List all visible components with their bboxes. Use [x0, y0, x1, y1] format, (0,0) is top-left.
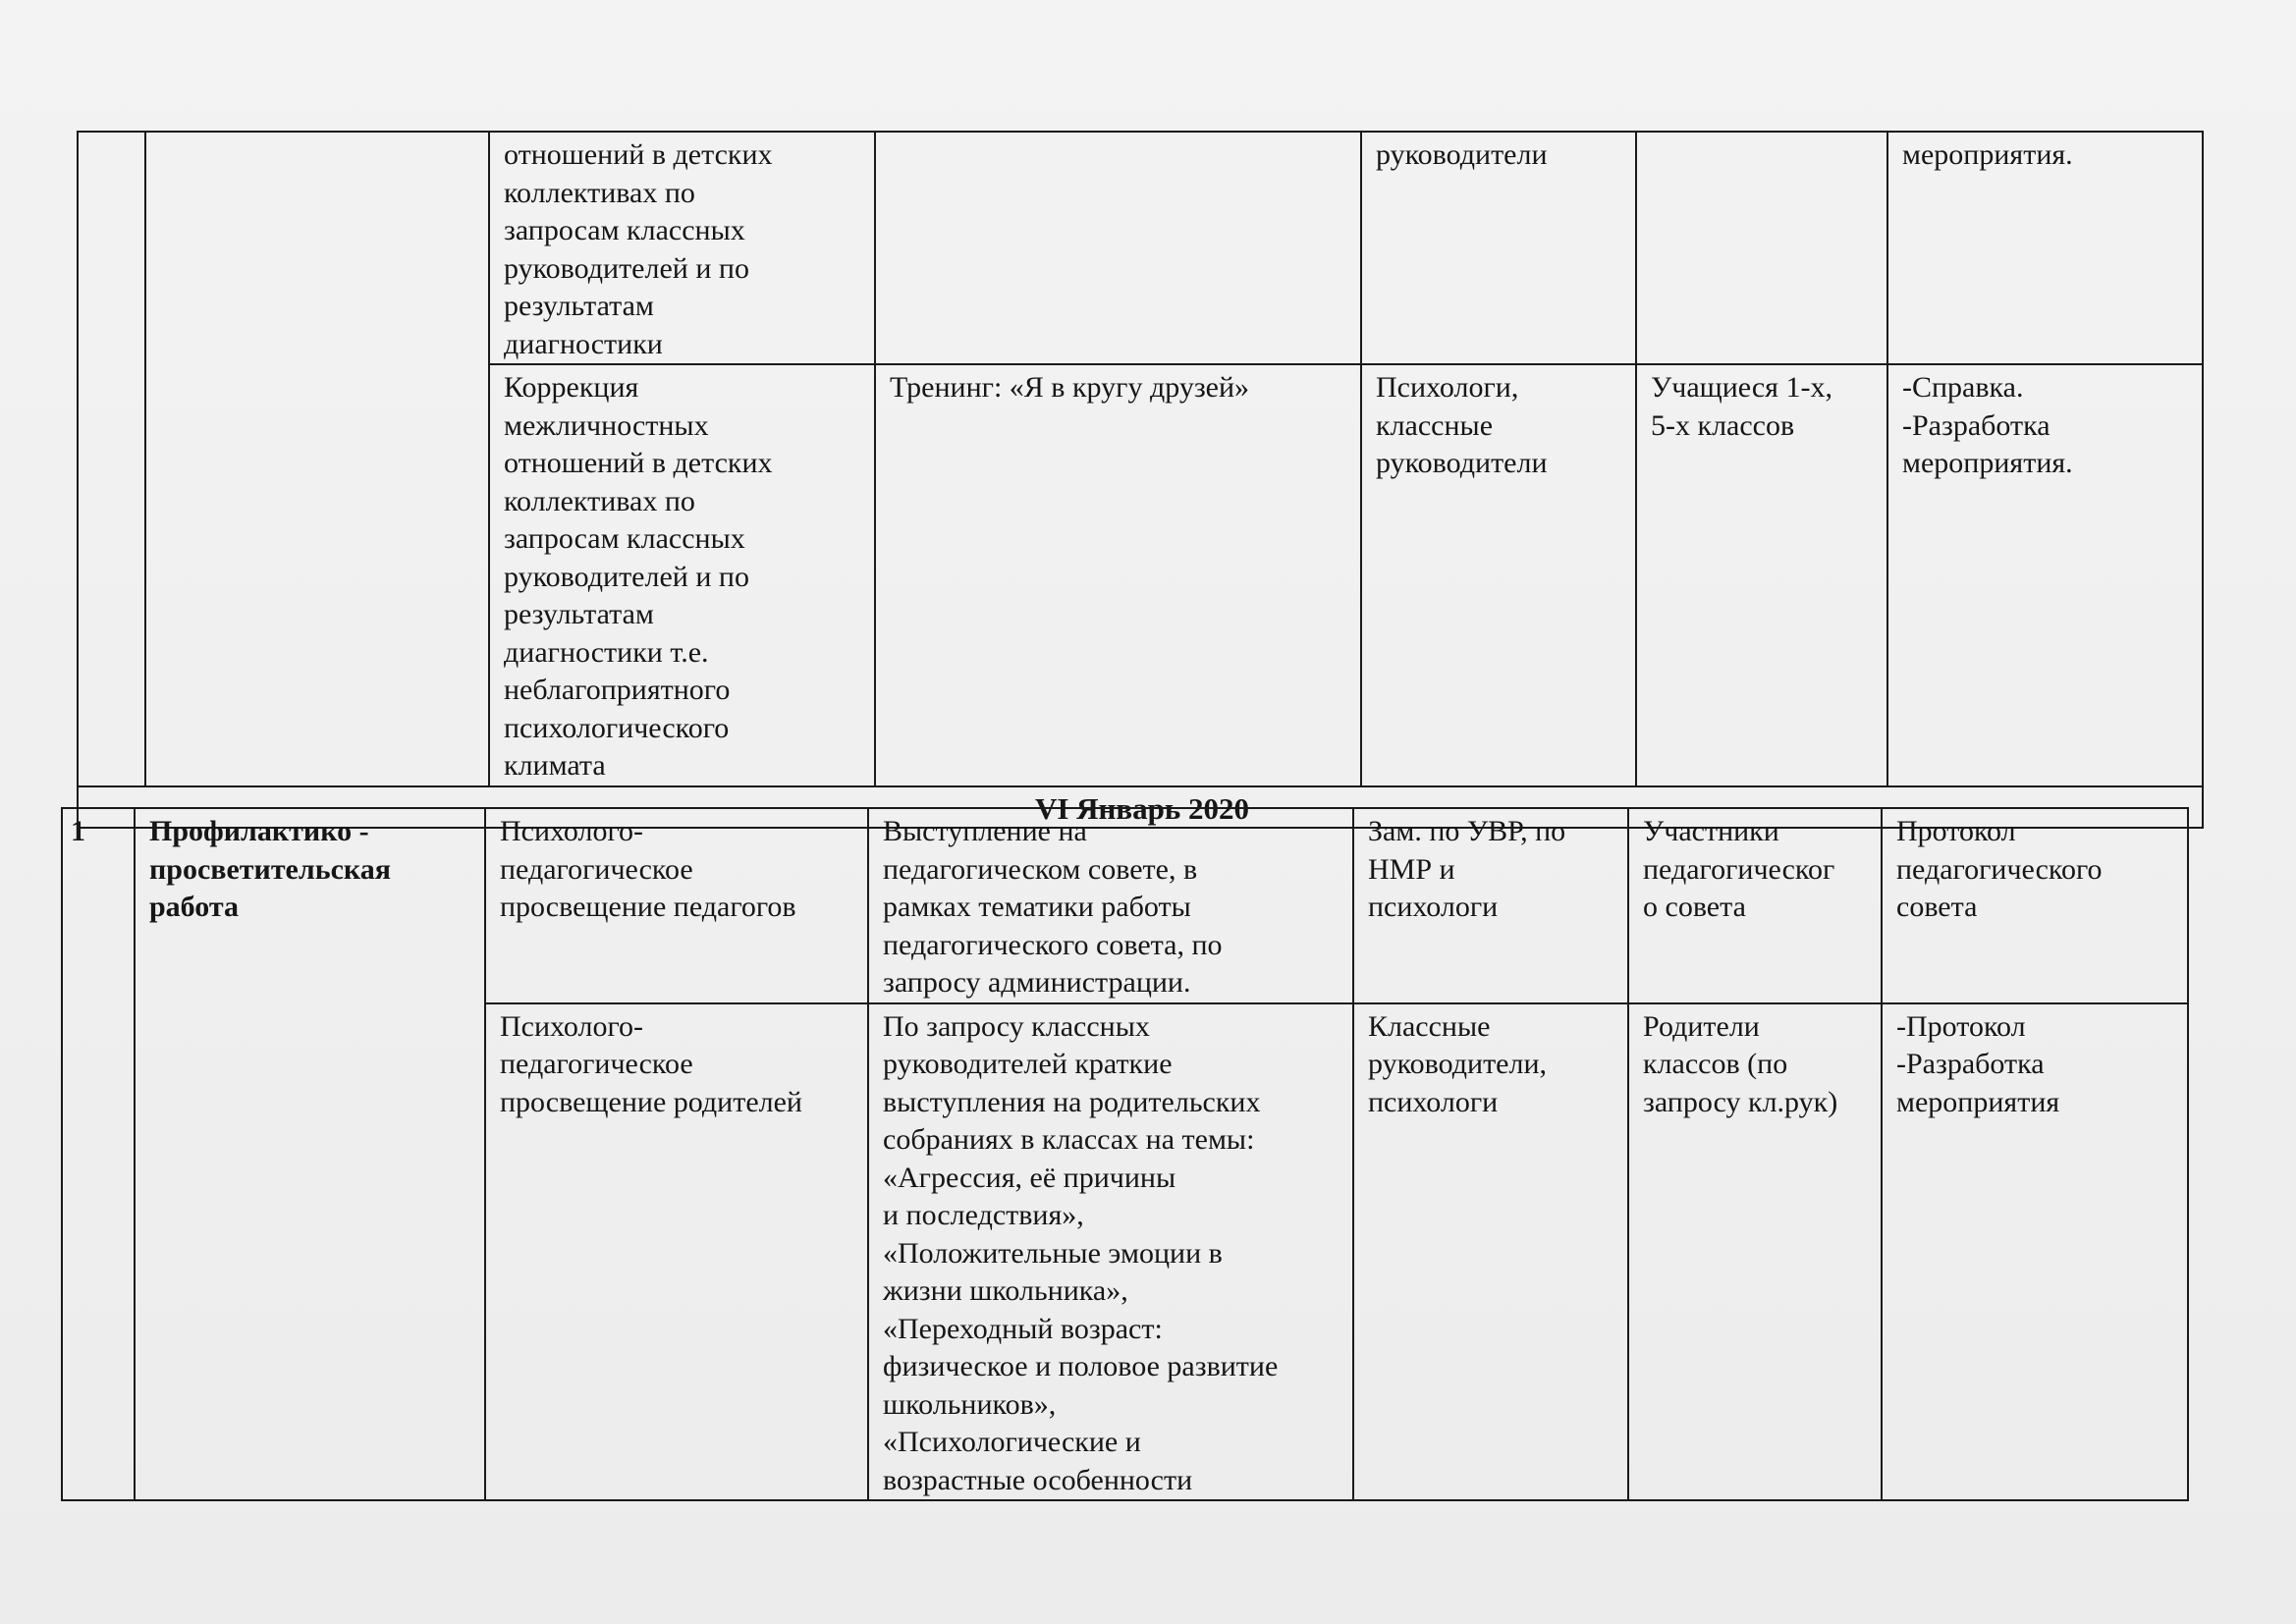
form-cell	[868, 808, 1353, 1003]
result-cell	[1882, 808, 2188, 1003]
number-cell	[78, 132, 145, 786]
plan-table-january	[61, 807, 2189, 1501]
result-cell	[1882, 1003, 2188, 1501]
participants-cell	[1628, 808, 1882, 1003]
participants-text: Учащиеся 1-х, 5-х классов	[1651, 371, 1832, 442]
plan-table-continued	[77, 131, 2204, 829]
responsible-cell	[1353, 1003, 1628, 1501]
responsible-text: руководители	[1376, 138, 1548, 171]
row-number: 1	[62, 808, 135, 1500]
responsible-text: Психологи, классные руководители	[1376, 371, 1548, 479]
result-cell	[1887, 364, 2203, 786]
work-type-cell	[145, 132, 489, 786]
result-text: -Протокол -Разработка мероприятия	[1896, 1009, 2060, 1118]
work-type-cell	[135, 808, 485, 1500]
form-text: Выступление на педагогическом совете, в рамках тематики работы педагогического совета, по запросу администрации.	[883, 815, 1223, 999]
direction-cell	[489, 132, 875, 364]
participants-cell	[1636, 132, 1887, 364]
direction-text: Коррекция межличностных отношений в детских коллективах по запросам классных руководителей и по результатам диагностики т.е. неблагоприятного психологического климата	[504, 371, 773, 782]
work-type-text: Профилактико - просветительская работа	[149, 815, 391, 923]
form-cell	[868, 1003, 1353, 1501]
direction-text: Психолого- педагогическое просвещение педагогов	[500, 815, 796, 923]
table-row	[62, 808, 2188, 1003]
section-title: VI Январь 2020	[78, 786, 2203, 828]
participants-cell	[1628, 1003, 1882, 1501]
participants-text: Участники педагогическог о совета	[1643, 815, 1835, 923]
responsible-cell	[1361, 364, 1636, 786]
responsible-cell	[1361, 132, 1636, 364]
direction-cell	[485, 1003, 868, 1501]
result-text: мероприятия.	[1902, 138, 2073, 171]
form-text: Тренинг: «Я в кругу друзей»	[890, 371, 1250, 404]
direction-text: отношений в детских коллективах по запросам классных руководителей и по результатам диагностики	[504, 138, 773, 360]
table-row	[78, 132, 2203, 364]
responsible-text: Классные руководители, психологи	[1368, 1009, 1548, 1118]
responsible-cell	[1353, 808, 1628, 1003]
result-text: -Справка. -Разработка мероприятия.	[1902, 371, 2073, 479]
result-cell	[1887, 132, 2203, 364]
direction-cell	[485, 808, 868, 1003]
participants-cell	[1636, 364, 1887, 786]
direction-text: Психолого- педагогическое просвещение родителей	[500, 1009, 802, 1118]
direction-cell	[489, 364, 875, 786]
form-text: По запросу классных руководителей краткие выступления на родительских собраниях в классах на темы: «Агрессия, её причины и последствия», «Положительные эмоции в жизни школьника», «Переходный возраст: физическое и половое развитие школьников», «Психологические и возрастные особенности	[883, 1009, 1279, 1496]
responsible-text: Зам. по УВР, по НМР и психологи	[1368, 815, 1566, 923]
form-cell	[875, 132, 1361, 364]
form-cell	[875, 364, 1361, 786]
participants-text: Родители классов (по запросу кл.рук)	[1643, 1009, 1838, 1118]
result-text: Протокол педагогического совета	[1896, 815, 2103, 923]
